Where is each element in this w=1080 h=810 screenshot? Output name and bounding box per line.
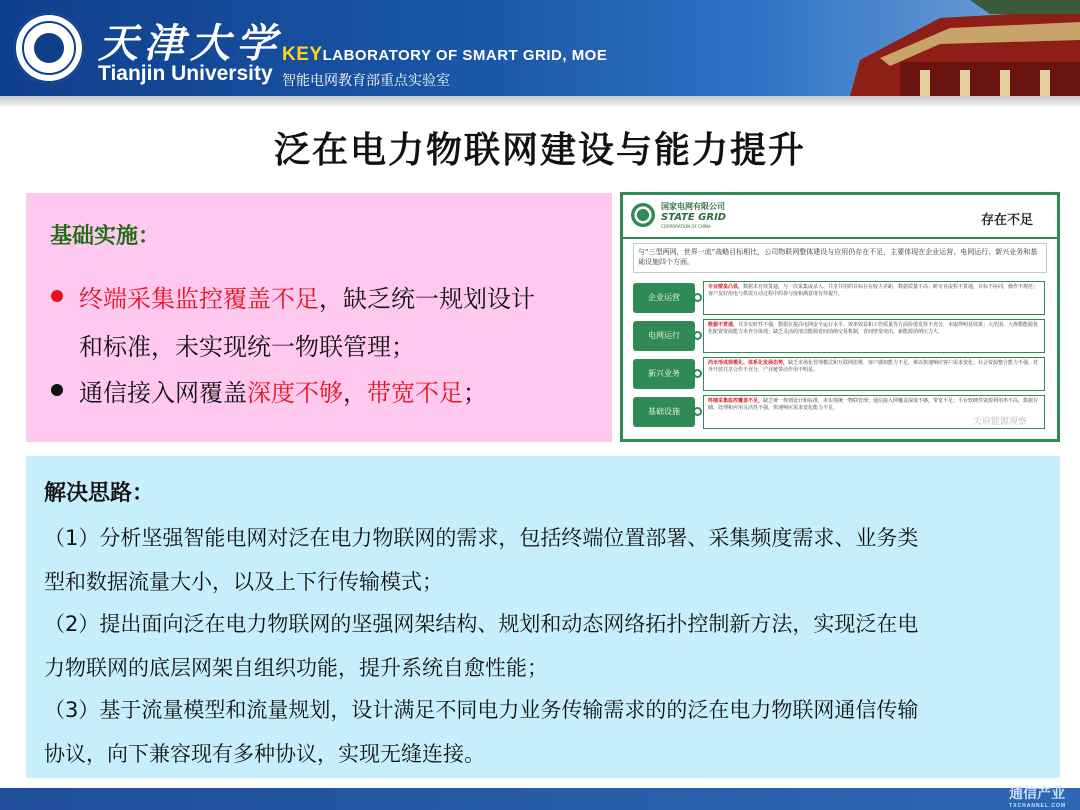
card-row-new-business xyxy=(633,357,1047,391)
card-row-grid-operation xyxy=(633,319,1047,353)
watermark-text: 天府能源观察 xyxy=(972,417,1027,427)
footer-bar xyxy=(0,788,1080,810)
plain-text: 通信接入网覆盖 xyxy=(79,379,247,407)
infrastructure-line-3 xyxy=(79,373,487,408)
company-name-sub: CORPORATION OF CHINA xyxy=(661,224,711,229)
lab-name-cn: 智能电网教育部重点实验室 xyxy=(282,73,450,89)
solution-line: （3）基于流量模型和流量规划，设计满足不同电力业务传输需求的的泛在电力物联网通信传输 xyxy=(44,698,919,722)
row-connector-icon xyxy=(693,293,702,302)
row-connector-icon xyxy=(693,407,702,416)
infrastructure-line-2: 和标准，未实现统一物联管理； xyxy=(79,333,415,361)
lab-key-word: KEY xyxy=(282,44,323,65)
highlight-text: 深度不够 xyxy=(247,379,343,407)
lab-name-en-text: LABORATORY OF SMART GRID, MOE xyxy=(322,47,608,64)
card-title: 存在不足 xyxy=(980,213,1033,228)
highlight-text: 带宽不足 xyxy=(367,379,463,407)
solution-line: 协议，向下兼容现有多种协议，实现无缝连接。 xyxy=(44,742,485,766)
company-name-cn: 国家电网有限公司 xyxy=(661,202,725,211)
row-tag: 电网运行 xyxy=(633,321,695,351)
row-text xyxy=(703,281,1045,315)
row-text-body: 缺乏市场化管理模式和互联网思维，客户感知能力不足，难以快速响应客户需求变化；社会资源整合能力不强，对外开放共享合作不充分，产业链带动作用不明显。 xyxy=(708,360,1039,373)
card-header xyxy=(623,195,1057,239)
footer-logo xyxy=(1009,783,1066,809)
row-tag: 新兴业务 xyxy=(633,359,695,389)
row-text-highlight: 尚未形成规模化、体系化发展态势， xyxy=(708,360,789,366)
university-name-en: Tianjin University xyxy=(98,62,273,85)
seal-center xyxy=(34,33,64,63)
solution-panel xyxy=(26,456,1060,778)
row-text xyxy=(703,357,1045,391)
footer-logo-text: 通信产业 xyxy=(1009,785,1066,801)
header-banner xyxy=(0,0,1080,96)
page-title: 泛在电力物联网建设与能力提升 xyxy=(273,130,806,171)
solution-heading: 解决思路： xyxy=(44,481,155,506)
row-connector-icon xyxy=(693,369,702,378)
solution-line: 力物联网的底层网架自组织功能，提升系统自愈性能； xyxy=(44,656,548,680)
solution-line: （1）分析坚强智能电网对泛在电力物联网的需求，包括终端位置部署、采集频度需求、业务类 xyxy=(44,526,919,550)
company-name-en: STATE GRID xyxy=(661,212,727,223)
row-text-body: 缺乏统一规划设计和标准，未实现统一物联管理；通信接入网覆盖深度不够，带宽不足；平台软硬件资源利用率不高，数据存储、处理和应用灵活性不强，快速响应需求变化能力不足。 xyxy=(708,398,1039,411)
header-divider xyxy=(0,96,1080,106)
solution-line: （2）提出面向泛在电力物联网的坚强网架结构、规划和动态网络拓扑控制新方法，实现泛在电 xyxy=(44,612,919,636)
university-seal-logo xyxy=(14,13,84,83)
row-text-highlight: 数据不贯通， xyxy=(708,322,739,328)
bullet-black-icon xyxy=(51,384,63,396)
row-tag: 基础设施 xyxy=(633,397,695,427)
infrastructure-line-1 xyxy=(79,279,535,314)
row-connector-icon xyxy=(693,331,702,340)
university-name-cn: 天津大学 xyxy=(98,20,282,67)
plain-text: ； xyxy=(463,379,487,407)
infrastructure-panel xyxy=(26,193,612,442)
row-text-body: 数据未有效贯通，与一次采集或录入、共享共用的目标存在较大差距，数据质量不高；跨专业流程不贯通，目标不协同，操作不规范；客户友好用电与供需互动过程中的参与度和满意度有待提升。 xyxy=(708,284,1039,297)
plain-text: ，缺乏统一规划设计 xyxy=(319,285,535,313)
row-text-highlight: 专业壁垒凸显， xyxy=(708,284,744,290)
card-row-enterprise xyxy=(633,281,1047,315)
highlight-text: 终端采集监控覆盖不足 xyxy=(79,285,319,313)
row-text-body: 共享实时性不强，数据在提高电网安全运行水平、效率效益和工作质量等方面价值发挥不充分，未取得明显效果；大范围、大规模能源优化配置资源能力未充分体现；缺乏灵活的清洁能源省间消纳交易机制，省间壁垒突出，新能源消纳压力大。 xyxy=(708,322,1039,335)
plain-text: ， xyxy=(343,379,367,407)
row-text xyxy=(703,319,1045,353)
state-grid-logo-icon xyxy=(631,203,655,227)
lab-name-en xyxy=(282,44,607,66)
solution-line: 型和数据流量大小，以及上下行传输模式； xyxy=(44,570,443,594)
row-text-highlight: 终端采集监控覆盖不足， xyxy=(708,398,764,404)
card-intro: 与“三型两网，世界一流”战略目标相比，公司物联网整体建设与应用仍存在不足，主要体现在企业运营、电网运行、新兴业务和基础设施四个方面。 xyxy=(633,243,1047,273)
footer-logo-sub: TXCHANNEL.COM xyxy=(1009,803,1066,809)
infrastructure-heading: 基础实施： xyxy=(50,224,161,249)
row-tag: 企业运营 xyxy=(633,283,695,313)
state-grid-card xyxy=(620,192,1060,442)
building-illustration xyxy=(820,0,1080,96)
bullet-red-icon xyxy=(51,290,63,302)
